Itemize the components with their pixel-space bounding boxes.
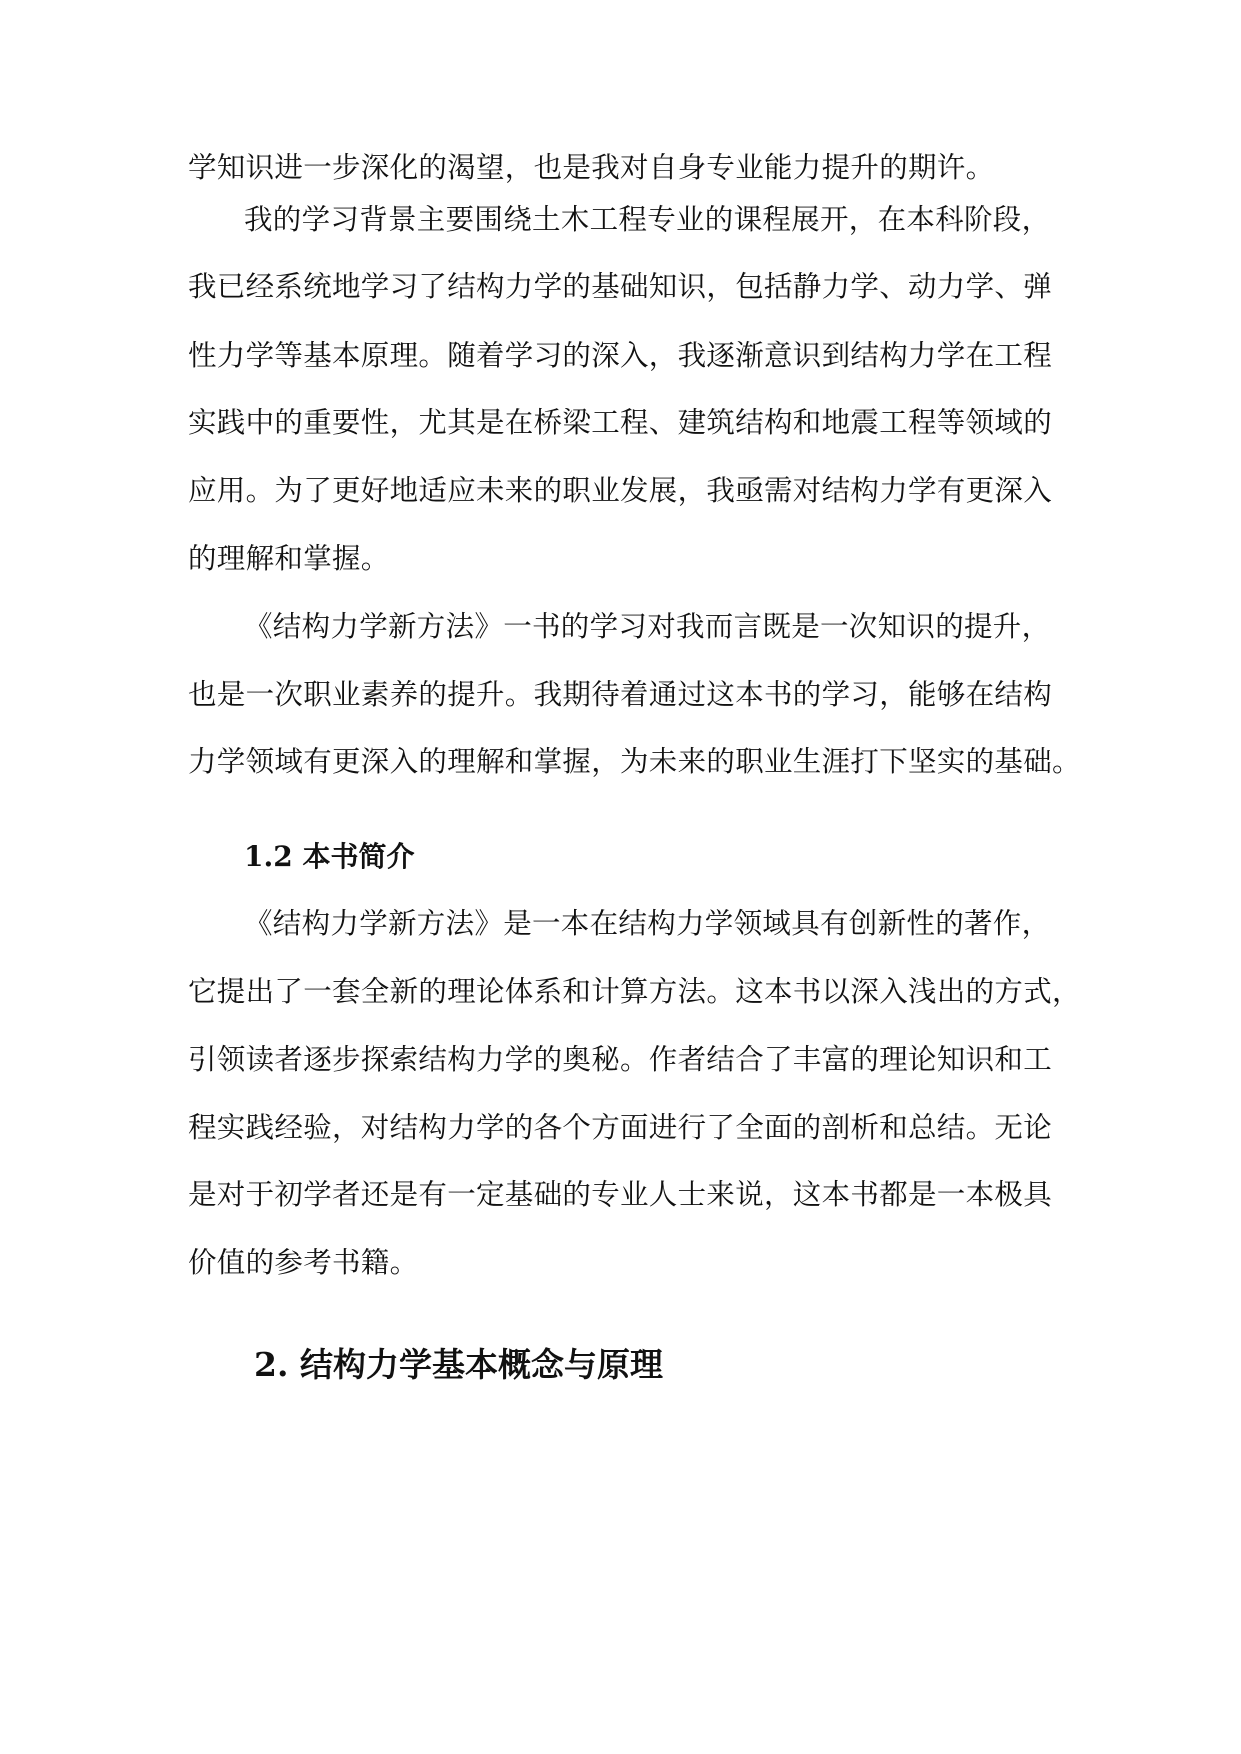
paragraph-line: 力学领域有更深入的理解和掌握，为未来的职业生涯打下坚实的基础。: [188, 745, 1081, 778]
section-heading-1-2: 1.2 本书简介: [244, 840, 415, 873]
paragraph-line: 我已经系统地学习了结构力学的基础知识，包括静力学、动力学、弹: [188, 270, 1053, 303]
paragraph-line: 《结构力学新方法》一书的学习对我而言既是一次知识的提升，: [244, 610, 1051, 643]
paragraph-line: 我的学习背景主要围绕土木工程专业的课程展开，在本科阶段，: [244, 203, 1051, 236]
paragraph-line: 它提出了一套全新的理论体系和计算方法。这本书以深入浅出的方式，: [188, 975, 1081, 1008]
paragraph-line: 是对于初学者还是有一定基础的专业人士来说，这本书都是一本极具: [188, 1178, 1053, 1211]
paragraph-line: 引领读者逐步探索结构力学的奥秘。作者结合了丰富的理论知识和工: [188, 1043, 1053, 1076]
paragraph-line: 价值的参考书籍。: [188, 1246, 419, 1279]
paragraph-line: 应用。为了更好地适应未来的职业发展，我亟需对结构力学有更深入: [188, 474, 1053, 507]
paragraph-line: 实践中的重要性，尤其是在桥梁工程、建筑结构和地震工程等领域的: [188, 406, 1053, 439]
paragraph-line: 学知识进一步深化的渴望，也是我对自身专业能力提升的期许。: [188, 151, 995, 184]
paragraph-line: 性力学等基本原理。随着学习的深入，我逐渐意识到结构力学在工程: [188, 339, 1053, 372]
paragraph-line: 《结构力学新方法》是一本在结构力学领域具有创新性的著作，: [244, 907, 1051, 940]
chapter-heading-2: 2. 结构力学基本概念与原理: [254, 1345, 663, 1384]
paragraph-line: 程实践经验，对结构力学的各个方面进行了全面的剖析和总结。无论: [188, 1111, 1053, 1144]
paragraph-line: 也是一次职业素养的提升。我期待着通过这本书的学习，能够在结构: [188, 678, 1053, 711]
paragraph-line: 的理解和掌握。: [188, 542, 390, 575]
